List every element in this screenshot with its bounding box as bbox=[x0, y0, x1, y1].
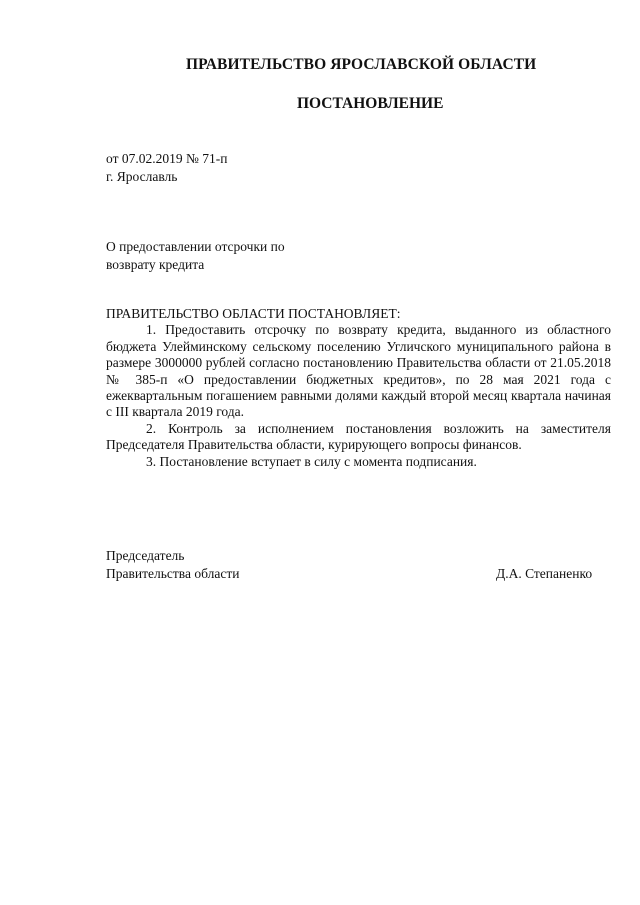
resolution-item-2: 2. Контроль за исполнением постановления возложить на заместителя Председателя Правительства области, курирующего вопросы финансов. bbox=[106, 420, 611, 453]
resolution-lead: ПРАВИТЕЛЬСТВО ОБЛАСТИ ПОСТАНОВЛЯЕТ: bbox=[106, 306, 401, 321]
subject-line-1: О предоставлении отсрочки по bbox=[106, 239, 285, 254]
signatory-title-line-1: Председатель bbox=[106, 548, 185, 563]
document-type-title: ПОСТАНОВЛЕНИЕ bbox=[297, 95, 444, 112]
resolution-item-1: 1. Предоставить отсрочку по возврату кредита, выданного из областного бюджета Улейминскому сельскому поселению Угличского муниципального района в размере 3000000 рублей согласно постановлению Правительства области от 21.05.2018 № 385-п «О предоставлении бюджетных кредитов», по 28 мая 2021 года с ежеквартальным погашением равными долями каждый второй месяц квартала начиная с III квартала 2019 года. bbox=[106, 322, 611, 420]
subject-line-2: возврату кредита bbox=[106, 257, 205, 272]
signatory-name: Д.А. Степаненко bbox=[496, 566, 593, 581]
signatory-title bbox=[106, 547, 239, 583]
signatory-title-line-2: Правительства области bbox=[106, 566, 240, 581]
document-body bbox=[106, 306, 611, 470]
date-number: от 07.02.2019 № 71-п bbox=[106, 151, 228, 166]
city: г. Ярославль bbox=[106, 169, 178, 184]
resolution-item-3: 3. Постановление вступает в силу с момента подписания. bbox=[146, 453, 477, 469]
document-subject bbox=[106, 238, 285, 274]
document-meta bbox=[106, 150, 227, 186]
organization-title: ПРАВИТЕЛЬСТВО ЯРОСЛАВСКОЙ ОБЛАСТИ bbox=[186, 56, 537, 73]
